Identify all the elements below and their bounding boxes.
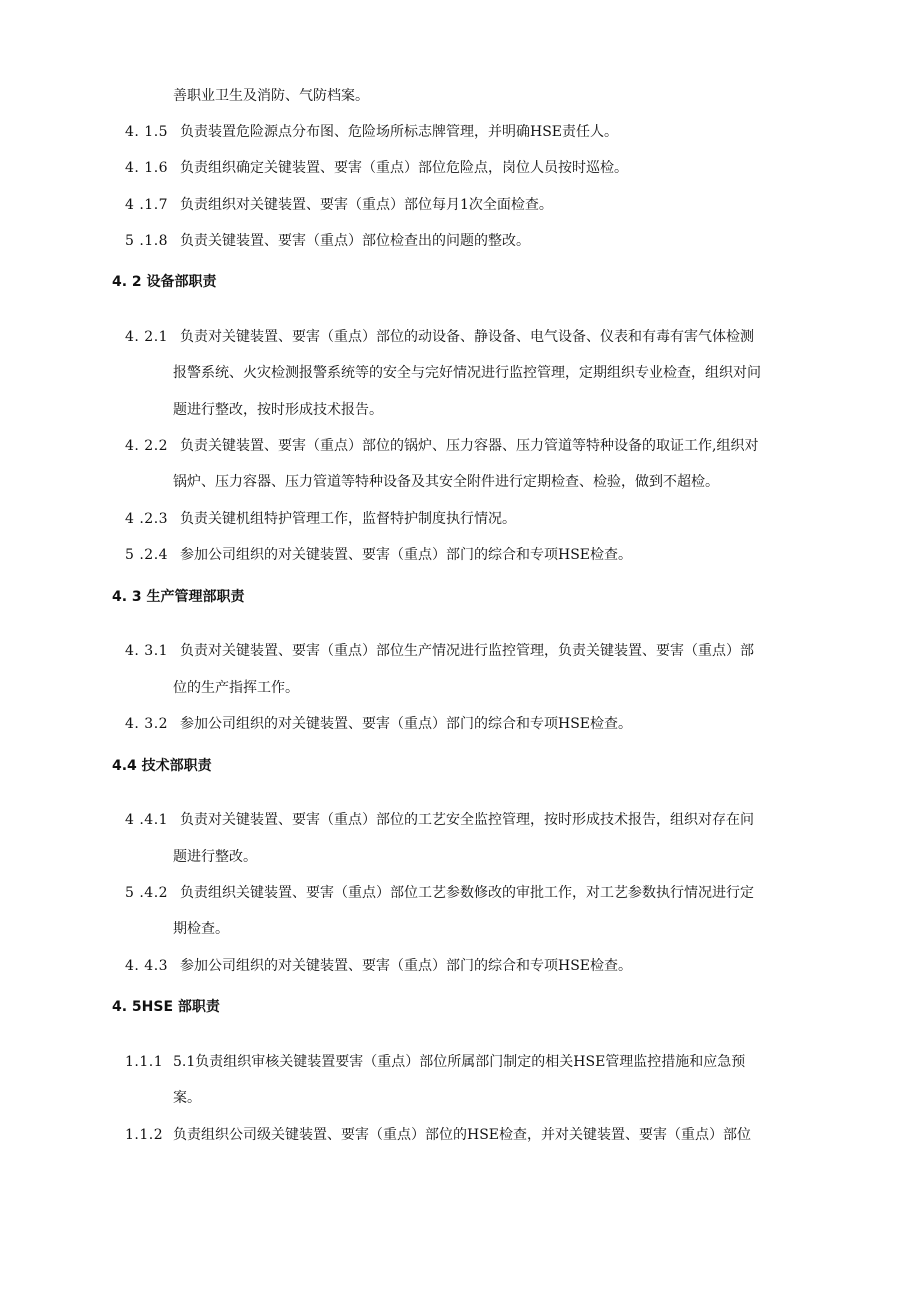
item-number: 4. 1.5 [125,124,169,140]
item-text: 5.1负责组织审核关键装置要害（重点）部位所属部门制定的相关HSE管理监控措施和应急预 [173,1054,746,1070]
item-text: 题进行整改，按时形成技术报告。 [173,402,383,418]
section-heading-equipment: 4. 2 设备部职责 [112,274,217,290]
item-text: 负责关键装置、要害（重点）部位检查出的问题的整改。 [180,233,530,249]
item-text: 负责对关键装置、要害（重点）部位的动设备、静设备、电气设备、仪表和有毒有害气体检测 [180,329,754,345]
item-text: 负责关键装置、要害（重点）部位的锅炉、压力容器、压力管道等特种设备的取证工作,组织对 [180,438,759,454]
item-text: 参加公司组织的对关键装置、要害（重点）部门的综合和专项HSE检查。 [180,547,633,563]
item-number: 4. 2.1 [125,329,169,345]
item-text: 负责组织确定关键装置、要害（重点）部位危险点，岗位人员按时巡检。 [180,160,628,176]
item-text: 负责组织对关键装置、要害（重点）部位每月1次全面检查。 [180,197,553,213]
item-text: 案。 [173,1090,201,1106]
item-number: 4. 3.1 [125,643,169,659]
item-text: 报警系统、火灾检测报警系统等的安全与完好情况进行监控管理，定期组织专业检查，组织对问 [173,365,761,381]
item-text: 负责关键机组特护管理工作，监督特护制度执行情况。 [180,511,516,527]
item-number: 4. 1.6 [125,160,169,176]
item-number: 4 .2.3 [125,511,169,527]
section-heading-hse: 4. 5HSE 部职责 [112,999,220,1015]
item-number: 4. 2.2 [125,438,169,454]
item-text: 负责组织公司级关键装置、要害（重点）部位的HSE检查，并对关键装置、要害（重点）部位 [173,1127,752,1143]
continuation-line: 善职业卫生及消防、气防档案。 [173,88,369,104]
item-text: 题进行整改。 [173,849,257,865]
item-text: 期检查。 [173,921,229,937]
item-number: 4. 3.2 [125,716,169,732]
item-number: 1.1.1 [125,1054,164,1070]
item-number: 4. 4.3 [125,958,169,974]
item-text: 负责对关键装置、要害（重点）部位的工艺安全监控管理，按时形成技术报告，组织对存在问 [180,812,754,828]
item-text: 负责对关键装置、要害（重点）部位生产情况进行监控管理，负责关键装置、要害（重点）部 [180,643,754,659]
section-heading-technology: 4.4 技术部职责 [112,758,212,774]
item-text: 位的生产指挥工作。 [173,680,299,696]
item-number: 1.1.2 [125,1127,164,1143]
item-number: 4 .4.1 [125,812,169,828]
section-heading-production: 4. 3 生产管理部职责 [112,589,245,605]
item-text: 参加公司组织的对关键装置、要害（重点）部门的综合和专项HSE检查。 [180,958,633,974]
item-number: 5 .1.8 [125,233,169,249]
item-number: 5 .4.2 [125,885,169,901]
item-text: 锅炉、压力容器、压力管道等特种设备及其安全附件进行定期检查、检验，做到不超检。 [173,474,719,490]
item-text: 负责装置危险源点分布图、危险场所标志牌管理，并明确HSE责任人。 [180,124,619,140]
item-text: 负责组织关键装置、要害（重点）部位工艺参数修改的审批工作，对工艺参数执行情况进行定 [180,885,754,901]
item-text: 参加公司组织的对关键装置、要害（重点）部门的综合和专项HSE检查。 [180,716,633,732]
item-number: 4 .1.7 [125,197,169,213]
item-number: 5 .2.4 [125,547,169,563]
